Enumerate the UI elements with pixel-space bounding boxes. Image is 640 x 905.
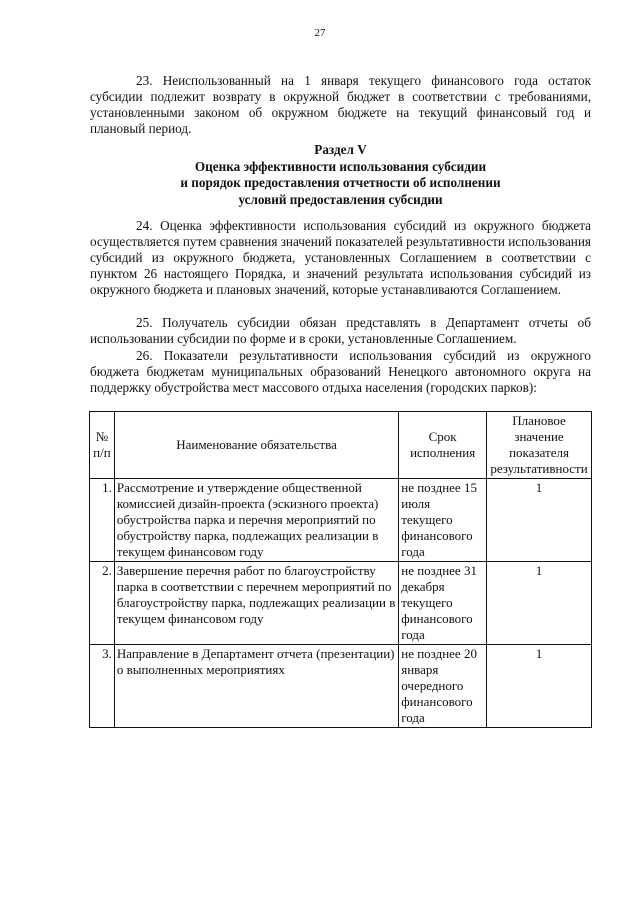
header-obligation-name: Наименование обязательства — [114, 412, 398, 479]
row-obligation-name: Рассмотрение и утверждение общественной комиссией дизайн-проекта (эскизного проекта) обустройства парка и перечня мероприятий по обустройству парка, подлежащих реализации в текущем финансовом году — [114, 479, 398, 562]
paragraph-23: 23. Неиспользованный на 1 января текущего финансового года остаток субсидии подлежит возврату в окружной бюджет в соответствии с требованиями, установленными законом об окружном бюджете на текущий финансовый год и плановый период. — [90, 73, 591, 136]
table-row — [90, 645, 592, 728]
page-number: 27 — [314, 27, 326, 39]
row-deadline: не позднее 20 января очередного финансового года — [399, 645, 487, 728]
row-obligation-name: Завершение перечня работ по благоустройству парка в соответствии с перечнем мероприятий по благоустройству парка, подлежащих реализации в текущем финансовом году — [114, 562, 398, 645]
header-planned-value: Плановое значение показателя результативности — [487, 412, 592, 479]
row-planned-value: 1 — [487, 645, 592, 728]
row-deadline: не позднее 31 декабря текущего финансового года — [399, 562, 487, 645]
section-subtitle-line-2: и порядок предоставления отчетности об исполнении — [180, 175, 501, 190]
header-deadline: Срок исполнения — [399, 412, 487, 479]
row-number: 2. — [90, 562, 115, 645]
paragraph-25: 25. Получатель субсидии обязан представлять в Департамент отчеты об использовании субсидии по форме и в сроки, установленные Соглашением. — [90, 315, 591, 346]
table-row — [90, 562, 592, 645]
row-obligation-name: Направление в Департамент отчета (презентации) о выполненных мероприятиях — [114, 645, 398, 728]
section-heading — [90, 142, 591, 208]
section-subtitle-line-1: Оценка эффективности использования субсидии — [194, 158, 487, 174]
section-title: Раздел V — [314, 142, 367, 157]
row-number: 3. — [90, 645, 115, 728]
table-header-row — [90, 412, 592, 479]
section-subtitle-line-3: условий предоставления субсидии — [238, 191, 443, 207]
indicators-table — [89, 411, 592, 728]
row-number: 1. — [90, 479, 115, 562]
header-number: № п/п — [90, 412, 115, 479]
table-row — [90, 479, 592, 562]
paragraph-24: 24. Оценка эффективности использования субсидий из окружного бюджета осуществляется путем сравнения значений показателей результативности использования субсидий из окружного бюджета, установленных Соглашением в соответствии с пунктом 26 настоящего Порядка, и значений результата использования субсидий из окружного бюджета и плановых значений, которые устанавливаются Соглашением. — [90, 218, 591, 297]
row-deadline: не позднее 15 июля текущего финансового года — [399, 479, 487, 562]
row-planned-value: 1 — [487, 479, 592, 562]
row-planned-value: 1 — [487, 562, 592, 645]
paragraph-26: 26. Показатели результативности использования субсидий из окружного бюджета бюджетам муниципальных образований Ненецкого автономного округа на поддержку обустройства мест массового отдыха населения (городских парков): — [90, 348, 591, 395]
